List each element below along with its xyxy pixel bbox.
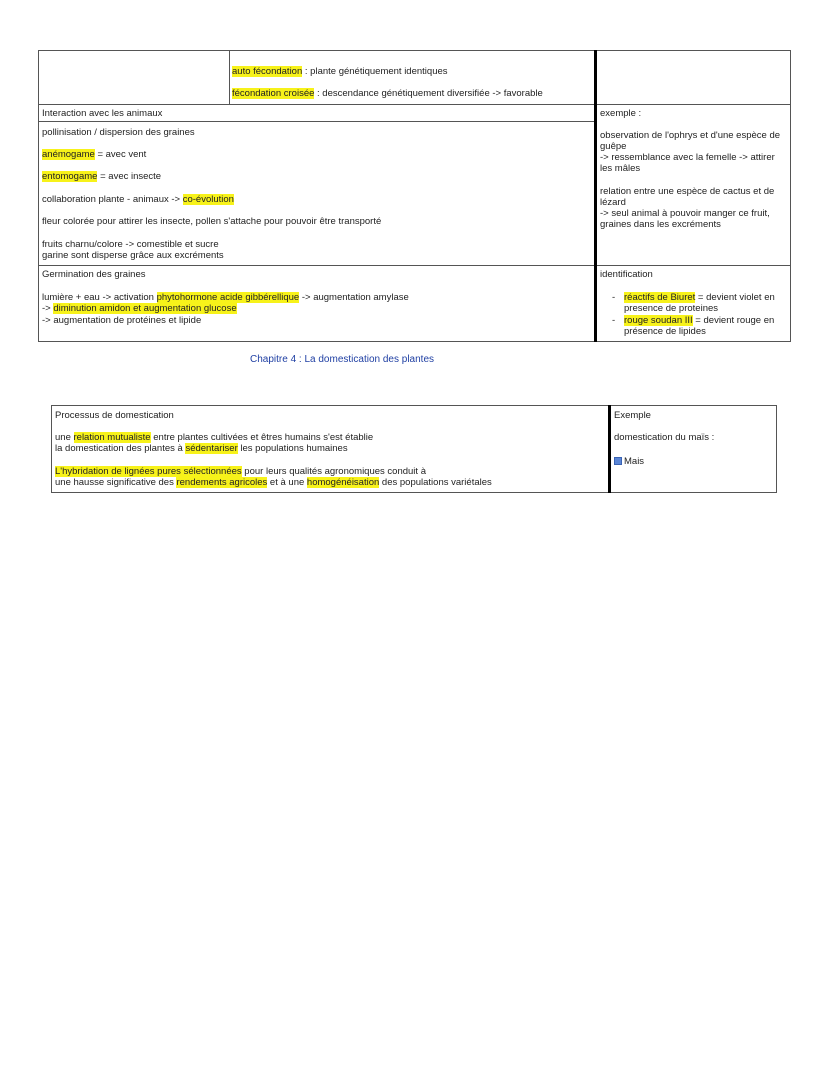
section-header-exemple-2: Exemple — [614, 410, 651, 421]
table-column-divider-thick — [594, 50, 597, 342]
section-header-exemple: exemple : — [600, 108, 642, 119]
highlight-term: réactifs de Biuret — [624, 292, 696, 303]
entomogame-line: entomogame = avec insecte — [42, 171, 162, 182]
table-row-divider — [38, 104, 791, 105]
soudan-line: rouge soudan III = devient rouge en — [624, 315, 775, 326]
anemogame-line: anémogame = avec vent — [42, 149, 147, 160]
table-column-divider-thick — [608, 405, 611, 493]
fleur-line: fleur colorée pour attirer les insecte, pollen s'attache pour pouvoir être transporté — [42, 216, 382, 227]
highlight-term: auto fécondation — [232, 66, 303, 77]
exemple-obs-4: les mâles — [600, 163, 641, 174]
table-column-divider — [229, 50, 230, 104]
highlight-term: L'hybridation de lignées pures sélectionnées — [55, 466, 242, 477]
bullet-dash: - — [612, 315, 616, 326]
fecondation-croisee-line: fécondation croisée : descendance génétiquement diversifiée -> favorable — [232, 88, 543, 99]
biuret-line-cont: presence de proteines — [624, 303, 719, 314]
germination-line-2: -> diminution amidon et augmentation glucose — [42, 303, 237, 314]
highlight-term: sédentariser — [185, 443, 238, 454]
exemple-rel-3: -> seul animal à pouvoir manger ce fruit, — [600, 208, 770, 219]
highlight-term: entomogame — [42, 171, 98, 182]
exemple-rel-4: graines dans les excréments — [600, 219, 721, 230]
pollinisation-line: pollinisation / dispersion des graines — [42, 127, 195, 138]
section-header-processus: Processus de domestication — [55, 410, 174, 421]
processus-line-2: la domestication des plantes à sédentariser les populations humaines — [55, 443, 348, 454]
biuret-line: réactifs de Biuret = devient violet en — [624, 292, 775, 303]
processus-line-4: une hausse significative des rendements agricoles et à une homogénéisation des populations variétales — [55, 477, 492, 488]
highlight-term: homogénéisation — [306, 477, 380, 488]
exemple-obs-1: observation de l'ophrys et d'une espèce de — [600, 130, 781, 141]
highlight-term: anémogame — [42, 149, 95, 160]
chapter-title: Chapitre 4 : La domestication des plantes — [250, 354, 434, 365]
section-header-identification: identification — [600, 269, 653, 280]
domestication-mais-line: domestication du maïs : — [614, 432, 715, 443]
germination-line-1: lumière + eau -> activation phytohormone acide gibbérellique -> augmentation amylase — [42, 292, 409, 303]
exemple-obs-3: -> ressemblance avec la femelle -> attirer — [600, 152, 775, 163]
collaboration-line: collaboration plante - animaux -> co-évolution — [42, 194, 234, 205]
bullet-dash: - — [612, 292, 616, 303]
germination-line-3: -> augmentation de protéines et lipide — [42, 315, 202, 326]
mais-label: Mais — [624, 456, 645, 467]
table-row-divider — [38, 121, 597, 122]
highlight-term: rendements agricoles — [176, 477, 268, 488]
highlight-term: relation mutualiste — [73, 432, 151, 443]
processus-line-1: une relation mutualiste entre plantes cultivées et êtres humains s'est établie — [55, 432, 374, 443]
fruits-line-2: garine sont disperse grâce aux excréments — [42, 250, 224, 261]
auto-fecondation-line: auto fécondation : plante génétiquement identiques — [232, 66, 448, 77]
table-row-divider — [38, 265, 791, 266]
section-header-germination: Germination des graines — [42, 269, 146, 280]
highlight-term: phytohormone acide gibbérellique — [156, 292, 300, 303]
processus-line-3: L'hybridation de lignées pures sélectionnées pour leurs qualités agronomiques conduit à — [55, 466, 426, 477]
highlight-term: diminution amidon et augmentation glucose — [53, 303, 237, 314]
exemple-rel-1: relation entre une espèce de cactus et de — [600, 186, 775, 197]
fruits-line-1: fruits charnu/colore -> comestible et sucre — [42, 239, 219, 250]
highlight-term: fécondation croisée — [232, 88, 315, 99]
highlight-term: rouge soudan III — [624, 315, 693, 326]
soudan-line-cont: présence de lipides — [624, 326, 706, 337]
exemple-rel-2: lézard — [600, 197, 626, 208]
exemple-obs-2: guêpe — [600, 141, 627, 152]
highlight-term: co-évolution — [182, 194, 234, 205]
section-header-animaux: Interaction avec les animaux — [42, 108, 163, 119]
image-icon — [614, 457, 622, 465]
mais-image-placeholder — [614, 456, 644, 468]
